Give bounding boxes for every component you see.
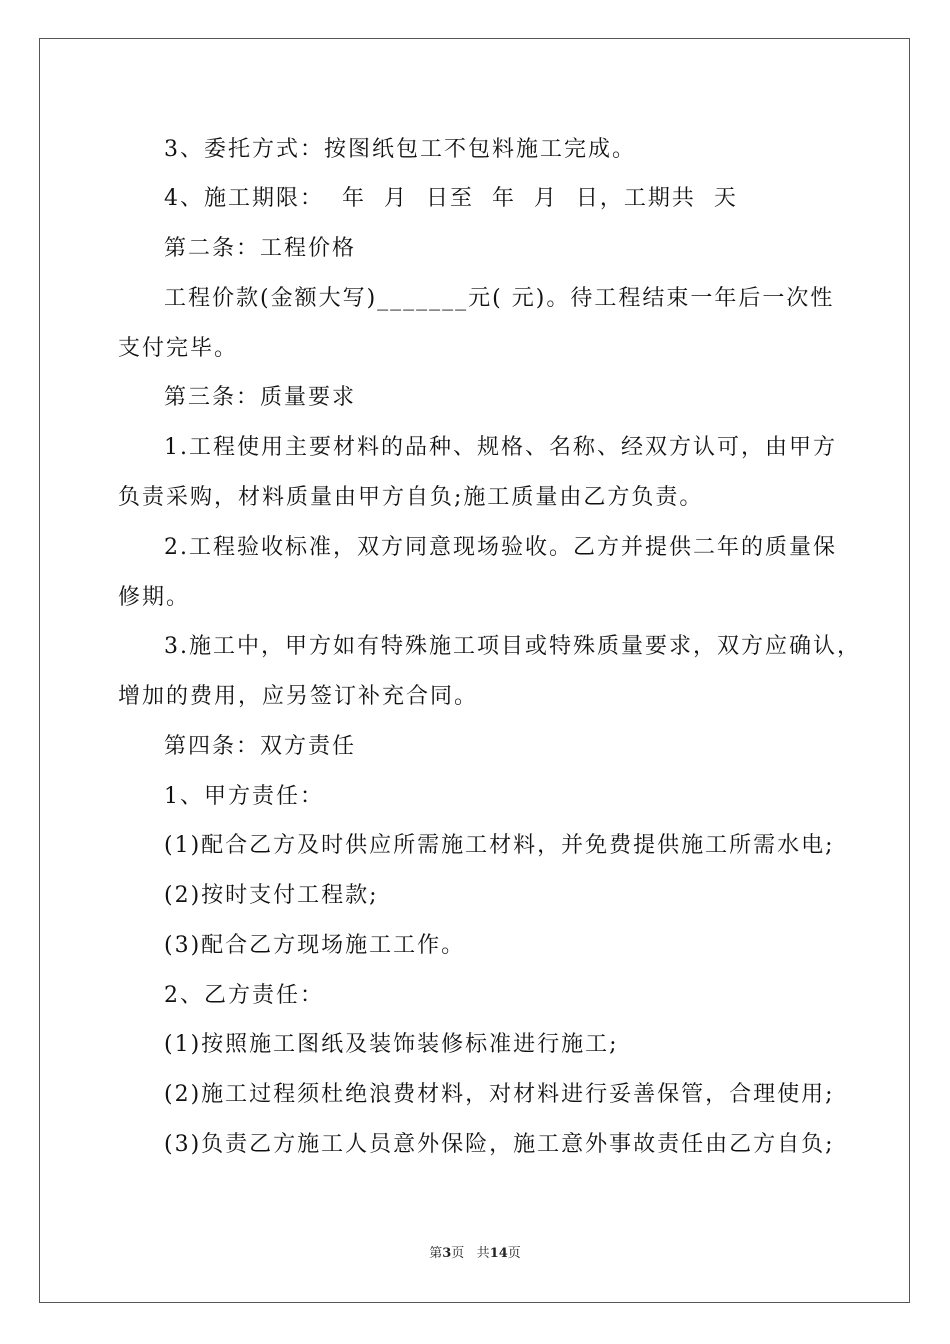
paragraph-line: (3)配合乙方现场施工工作。 [164, 933, 466, 958]
page-suffix: 页 [451, 1246, 465, 1261]
total-prefix: 共 [476, 1246, 490, 1261]
paragraph-line: (1)按照施工图纸及装饰装修标准进行施工; [164, 1032, 619, 1057]
section-heading: 第三条：质量要求 [164, 385, 357, 410]
paragraph-line: (2)施工过程须杜绝浪费材料，对材料进行妥善保管，合理使用; [164, 1082, 835, 1107]
paragraph-line: 支付完毕。 [118, 336, 239, 361]
page-total: 14 [489, 1246, 508, 1261]
paragraph-line: 工程价款(金额大写)_______元( 元)。待工程结束一年后一次性 [164, 286, 835, 311]
paragraph-line: 2、乙方责任： [164, 983, 324, 1008]
paragraph-line: 4、施工期限： 年 月 日至 年 月 日，工期共 天 [164, 186, 738, 211]
total-suffix: 页 [507, 1246, 521, 1261]
paragraph-line: 3、委托方式：按图纸包工不包料施工完成。 [164, 137, 636, 162]
paragraph-line: 1.工程使用主要材料的品种、规格、名称、经双方认可，由甲方 [164, 435, 837, 460]
page-current: 3 [442, 1246, 452, 1261]
paragraph-line: 负责采购，材料质量由甲方自负;施工质量由乙方负责。 [118, 485, 704, 510]
page-prefix: 第 [429, 1246, 443, 1261]
paragraph-line: (2)按时支付工程款; [164, 883, 379, 908]
paragraph-line: 1、甲方责任： [164, 784, 324, 809]
paragraph-line: 3.施工中，甲方如有特殊施工项目或特殊质量要求，双方应确认， [164, 634, 861, 659]
paragraph-line: (1)配合乙方及时供应所需施工材料，并免费提供施工所需水电; [164, 833, 835, 858]
paragraph-line: 修期。 [118, 585, 191, 610]
section-heading: 第四条：双方责任 [164, 734, 357, 759]
page-footer [0, 1245, 950, 1263]
page-border [39, 38, 910, 1303]
section-heading: 第二条：工程价格 [164, 236, 357, 261]
paragraph-line: 增加的费用，应另签订补充合同。 [118, 684, 479, 709]
paragraph-line: 2.工程验收标准，双方同意现场验收。乙方并提供二年的质量保 [164, 535, 837, 560]
paragraph-line: (3)负责乙方施工人员意外保险，施工意外事故责任由乙方自负; [164, 1132, 835, 1157]
